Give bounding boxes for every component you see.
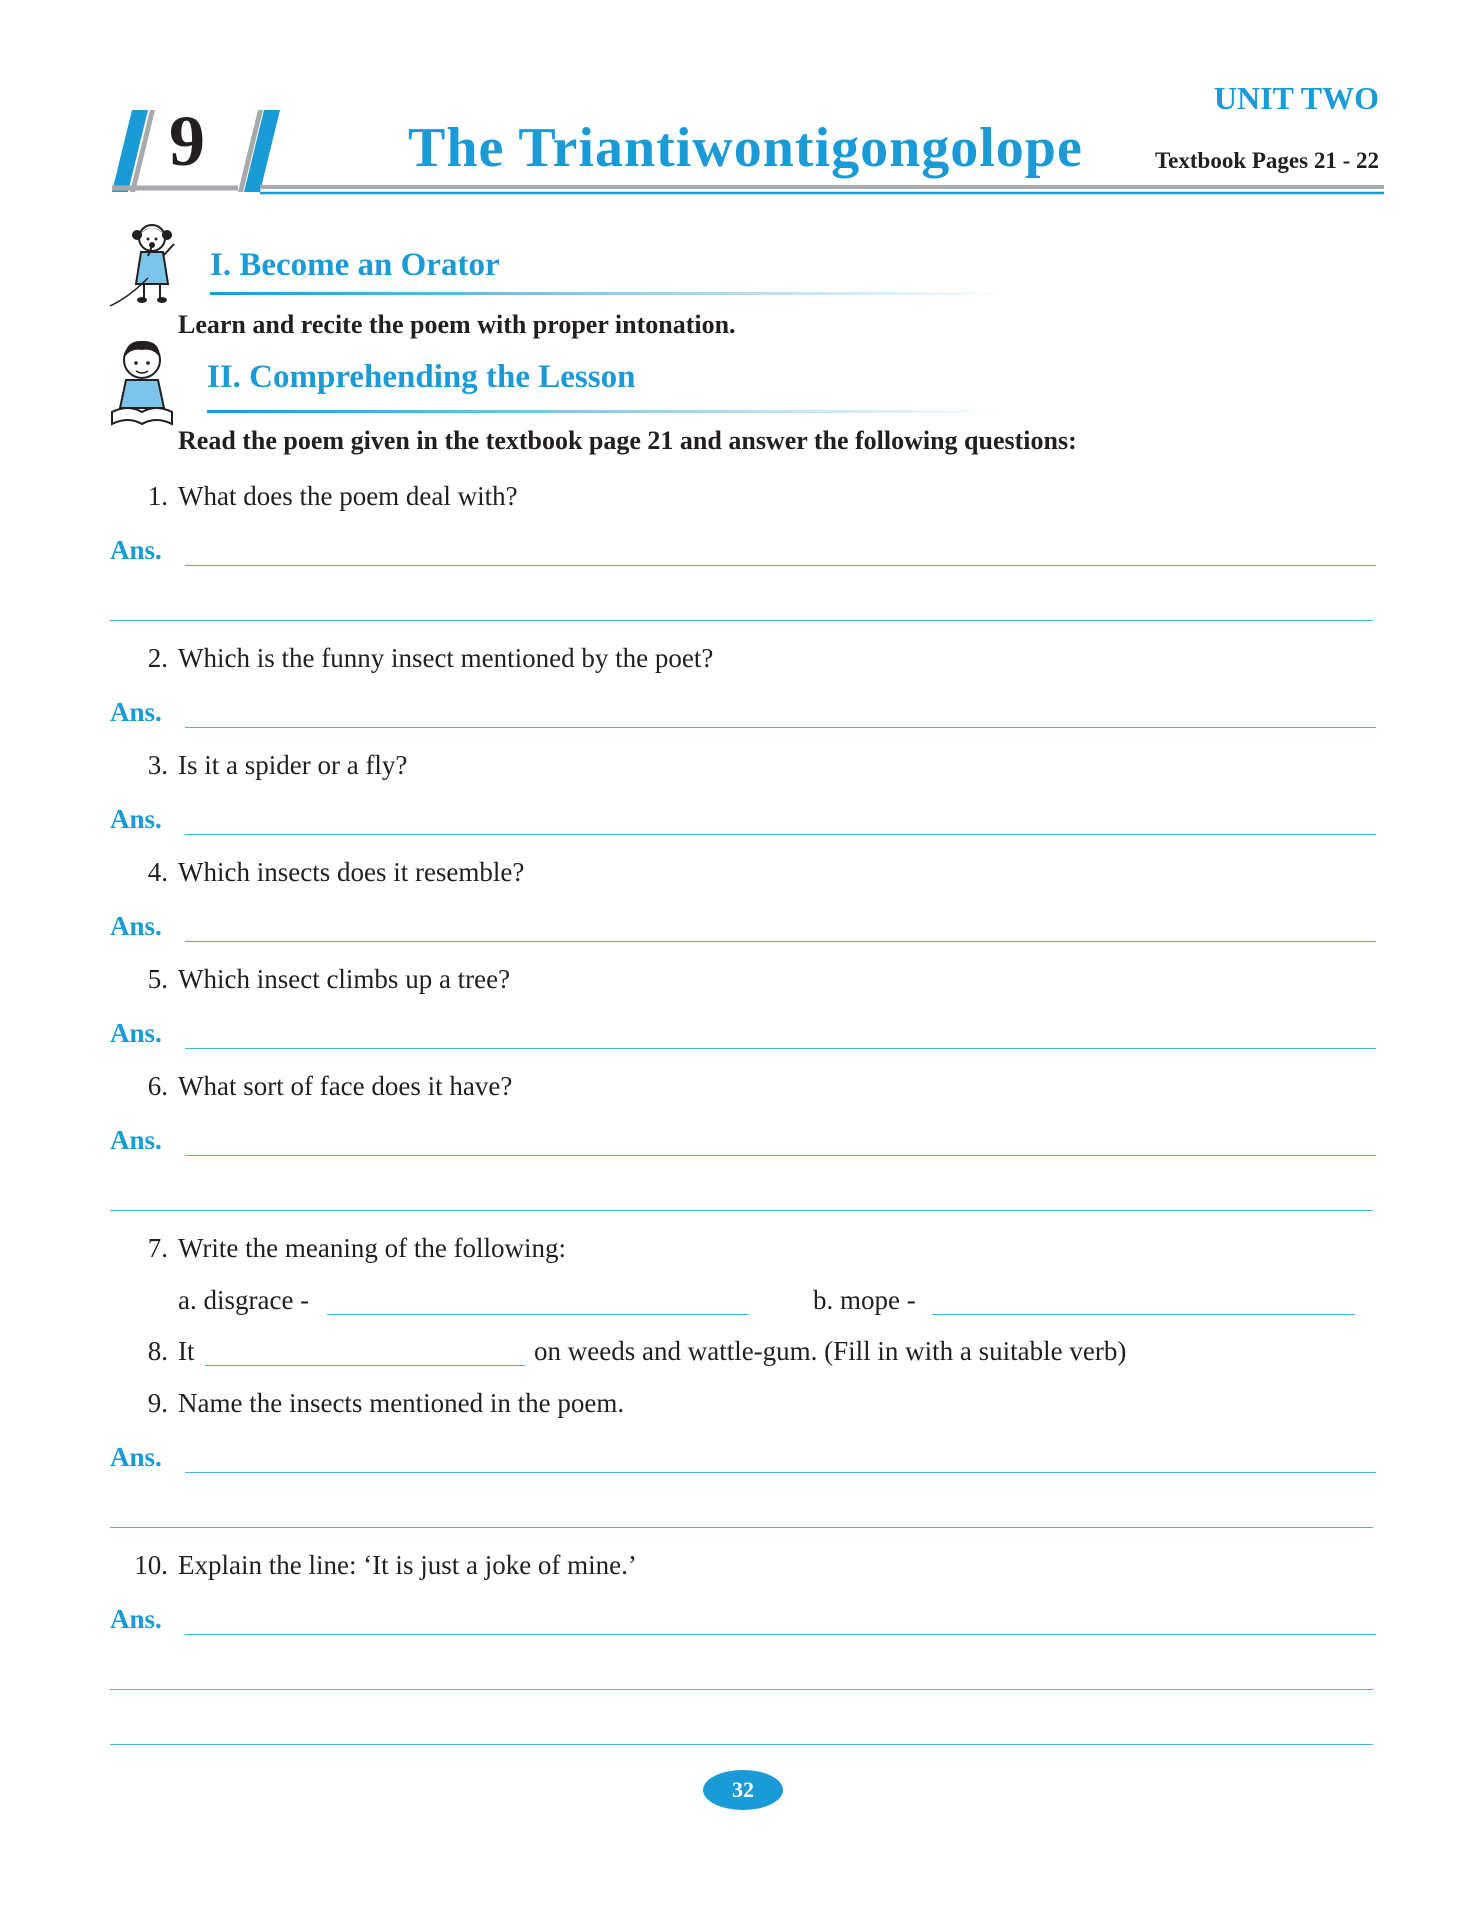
answer-line[interactable] bbox=[185, 1155, 1376, 1156]
answer-line[interactable] bbox=[185, 565, 1376, 566]
unit-label: UNIT TWO bbox=[1213, 80, 1379, 116]
answer-line[interactable] bbox=[185, 727, 1376, 728]
meaning-mope-label: b. mope - bbox=[813, 1285, 916, 1315]
question-4: 4. Which insects does it resemble? bbox=[147, 857, 525, 887]
question-8: 8. It bbox=[147, 1336, 195, 1366]
answer-label: Ans. bbox=[110, 697, 162, 727]
question-6: 6. What sort of face does it have? bbox=[147, 1071, 513, 1101]
meaning-disgrace-label: a. disgrace - bbox=[178, 1285, 310, 1315]
answer-line[interactable] bbox=[110, 1527, 1373, 1528]
meaning-mope-blank[interactable] bbox=[932, 1314, 1355, 1315]
instruction-read-poem: Read the poem given in the textbook page 21 and answer the following questions: bbox=[178, 426, 1077, 455]
answer-line[interactable] bbox=[185, 834, 1376, 835]
answer-line[interactable] bbox=[185, 1048, 1376, 1049]
question-3: 3. Is it a spider or a fly? bbox=[147, 750, 408, 780]
question-2: 2. Which is the funny insect mentioned by the poet? bbox=[147, 643, 714, 673]
question-1: 1. What does the poem deal with? bbox=[147, 481, 518, 511]
answer-label: Ans. bbox=[110, 1018, 162, 1048]
question-10: 10. Explain the line: ‘It is just a joke of mine.’ bbox=[134, 1550, 637, 1580]
page-number: 32 bbox=[703, 1770, 783, 1810]
boy-reading-icon bbox=[108, 336, 174, 428]
page-title: The Triantiwontigongolope bbox=[408, 117, 1083, 179]
answer-label: Ans. bbox=[110, 535, 162, 565]
section-underline bbox=[207, 410, 1007, 414]
answer-line[interactable] bbox=[110, 1210, 1373, 1211]
textbook-pages: Textbook Pages 21 - 22 bbox=[1154, 148, 1379, 173]
meaning-disgrace-blank[interactable] bbox=[327, 1314, 749, 1315]
fill-in-verb-blank[interactable] bbox=[205, 1365, 525, 1366]
section-title-orator: I. Become an Orator bbox=[210, 247, 500, 283]
answer-label: Ans. bbox=[110, 1125, 162, 1155]
chapter-number: 9 bbox=[169, 101, 205, 181]
answer-line[interactable] bbox=[185, 1634, 1376, 1635]
answer-label: Ans. bbox=[110, 804, 162, 834]
answer-line[interactable] bbox=[185, 941, 1376, 942]
question-7: 7. Write the meaning of the following: bbox=[147, 1233, 567, 1263]
answer-line[interactable] bbox=[185, 1472, 1376, 1473]
question-5: 5. Which insect climbs up a tree? bbox=[147, 964, 511, 994]
instruction-recite: Learn and recite the poem with proper intonation. bbox=[178, 310, 736, 339]
question-9: 9. Name the insects mentioned in the poem. bbox=[147, 1388, 625, 1418]
section-title-comprehending: II. Comprehending the Lesson bbox=[207, 359, 636, 395]
girl-with-microphone-icon bbox=[108, 218, 188, 310]
answer-line[interactable] bbox=[110, 1744, 1373, 1745]
answer-line[interactable] bbox=[110, 1689, 1373, 1690]
answer-label: Ans. bbox=[110, 1604, 162, 1634]
question-8-continuation: on weeds and wattle-gum. (Fill in with a suitable verb) bbox=[534, 1336, 1127, 1366]
answer-line[interactable] bbox=[110, 620, 1373, 621]
section-underline bbox=[210, 292, 1010, 296]
answer-label: Ans. bbox=[110, 1442, 162, 1472]
answer-label: Ans. bbox=[110, 911, 162, 941]
